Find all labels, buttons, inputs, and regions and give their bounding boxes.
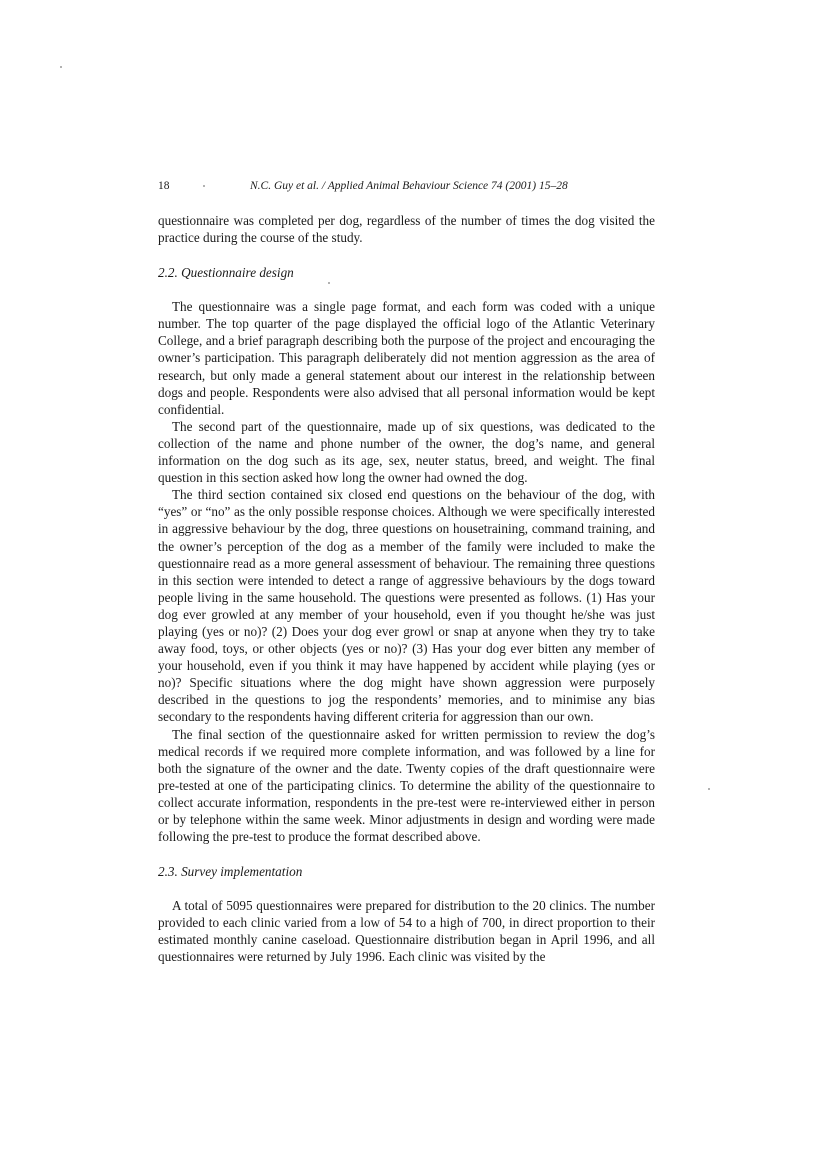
running-head bbox=[158, 180, 658, 196]
scan-speck bbox=[60, 66, 62, 68]
paragraph-design-4: The final section of the questionnaire asked for written permission to review the dog’s medical records if we required more complete information, and was followed by a line for both the signature of the owner and the date. Twenty copies of the draft questionnaire were pre-tested at one of the participating clinics. To determine the ability of the questionnaire to collect accurate information, respondents in the pre-test were re-interviewed either in person or by telephone within the same week. Minor adjustments in design and wording were made following the pre-test to produce the format described above. bbox=[158, 726, 655, 845]
page-number: 18 bbox=[158, 180, 170, 192]
body-text bbox=[158, 212, 655, 966]
paragraph-design-2: The second part of the questionnaire, made up of six questions, was dedicated to the collection of the name and phone number of the owner, the dog’s name, and general information on the dog such as its age, sex, neuter status, breed, and weight. The final question in this section asked how long the owner had owned the dog. bbox=[158, 418, 655, 486]
paragraph-design-1: The questionnaire was a single page format, and each form was coded with a unique number. The top quarter of the page displayed the official logo of the Atlantic Veterinary College, and a brief paragraph describing both the purpose of the project and encouraging the owner’s participation. This paragraph deliberately did not mention aggression as the area of research, but only made a general statement about our interest in the relationship between dogs and people. Respondents were also advised that all personal information would be kept confidential. bbox=[158, 299, 655, 417]
scan-speck bbox=[708, 788, 710, 790]
paragraph-survey-1: A total of 5095 questionnaires were prepared for distribution to the 20 clinics. The number provided to each clinic varied from a low of 54 to a high of 700, in direct proportion to their estimated monthly canine caseload. Questionnaire distribution began in April 1996, and all questionnaires were returned by July 1996. Each clinic was visited by the bbox=[158, 898, 655, 965]
scan-speck bbox=[328, 282, 330, 284]
section-heading-questionnaire-design: 2.2. Questionnaire design bbox=[158, 265, 294, 281]
journal-citation: N.C. Guy et al. / Applied Animal Behaviour Science 74 (2001) 15–28 bbox=[250, 180, 568, 192]
scan-speck bbox=[203, 185, 205, 187]
paragraph-design-3: The third section contained six closed end questions on the behaviour of the dog, with “yes” or “no” as the only possible response choices. Although we were specifically interested in aggressive behaviour by the dog, three questions on housetraining, command training, and the owner’s perception of the dog as a member of the family were included to make the questionnaire read as a more general assessment of behaviour. The remaining three questions in this section were intended to detect a range of aggressive behaviours by the dogs toward people living in the same household. The questions were presented as follows. (1) Has your dog ever growled at any member of your household, even if you thought he/she was just playing (yes or no)? (2) Does your dog ever growl or snap at anyone when they try to take away food, toys, or other objects (yes or no)? (3) Has your dog ever bitten any member of your household, even if you think it may have happened by accident while playing (yes or no)? Specific situations where the dog might have shown aggression were purposely described in the questions to jog the respondents’ memories, and to minimise any bias secondary to the respondents having different criteria for aggression than our own. bbox=[158, 487, 655, 725]
section-heading-survey-implementation: 2.3. Survey implementation bbox=[158, 864, 303, 880]
paragraph-continuation: questionnaire was completed per dog, regardless of the number of times the dog visited the practice during the course of the study. bbox=[158, 213, 655, 246]
